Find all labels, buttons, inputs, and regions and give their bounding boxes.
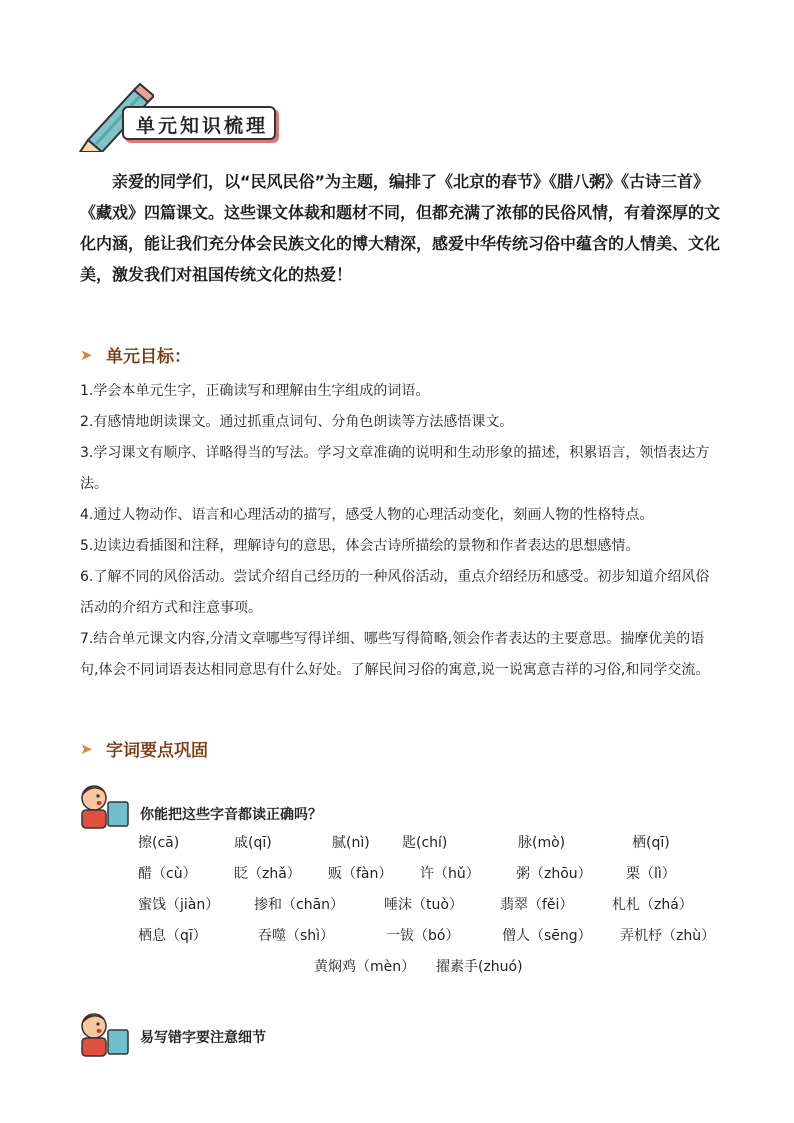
list-item: 4.通过人物动作、语言和心理活动的描写，感受人物的心理活动变化，刻画人物的性格特点。 [80, 507, 654, 523]
pinyin-row [138, 832, 738, 863]
vocab-heading-text: 字词要点巩固 [106, 741, 208, 761]
pinyin-item: 弄机杼（zhù） [620, 928, 716, 944]
list-item: 1.学会本单元生字，正确读写和理解由生字组成的词语。 [80, 383, 430, 399]
pinyin-item: 黄焖鸡（mèn） [314, 959, 416, 975]
pinyin-item: 擦(cā) [138, 835, 180, 851]
list-item: 6.了解不同的风俗活动。尝试介绍自己经历的一种风俗活动，重点介绍经历和感受。初步知道介绍风俗活动的介绍方式和注意事项。 [80, 569, 710, 616]
banner-title: 单元知识梳理 [136, 115, 269, 137]
pinyin-row [138, 956, 738, 987]
pinyin-item: 腻(nì) [332, 835, 370, 851]
list-item: 5.边读边看插图和注释，理解诗句的意思，体会古诗所描绘的景物和作者表达的思想感情。 [80, 538, 640, 554]
pinyin-item: 栖息（qī） [138, 928, 207, 944]
list-item: 7.结合单元课文内容,分清文章哪些写得详细、哪些写得简略,领会作者表达的主要意思。揣摩优美的语句,体会不同词语表达相同意思有什么好处。了解民间习俗的寓意,说一说寓意吉祥的习俗,和同学交流。 [80, 631, 710, 678]
list-item: 2.有感情地朗读课文。通过抓重点词句、分角色朗读等方法感悟课文。 [80, 414, 514, 430]
pinyin-item: 吞噬（shì） [258, 928, 335, 944]
pinyin-item: 贩（fàn） [328, 866, 393, 882]
pinyin-item: 僧人（sēng） [502, 928, 592, 944]
pinyin-item: 一钹（bó） [386, 928, 460, 944]
pinyin-row [138, 925, 738, 956]
child-reading-icon [74, 782, 134, 830]
goals-heading [80, 342, 191, 367]
intro-paragraph: 亲爱的同学们，以“民风民俗”为主题，编排了《北京的春节》《腊八粥》《古诗三首》《藏戏》四篇课文。这些课文体裁和题材不同，但都充满了浓郁的民俗风情，有着深厚的文化内涵，能让我们充分体会民族文化的博大精深，感爱中华传统习俗中蕴含的人情美、文化美，激发我们对祖国传统文化的热爱！ [80, 172, 721, 284]
pinyin-item: 掺和（chān） [254, 897, 345, 913]
pinyin-item: 擢素手(zhuó) [436, 959, 523, 975]
pinyin-item: 眨（zhǎ） [234, 866, 301, 882]
pinyin-item: 醋（cù） [138, 866, 197, 882]
pinyin-item: 札札（zhá） [612, 897, 693, 913]
child-reading-icon [74, 1010, 134, 1058]
pinyin-item: 戚(qī) [234, 835, 272, 851]
pinyin-item: 脉(mò) [518, 835, 566, 851]
vocab-heading [80, 736, 208, 761]
chevron-right-icon: ➤ [80, 739, 93, 758]
list-item: 3.学习课文有顺序、详略得当的写法。学习文章准确的说明和生动形象的描述，积累语言，领悟表达方法。 [80, 445, 710, 492]
pinyin-item: 匙(chí) [402, 835, 448, 851]
pinyin-grid [138, 832, 738, 987]
pinyin-item: 栖(qī) [632, 835, 670, 851]
pinyin-row [138, 894, 738, 925]
read-caption: 你能把这些字音都读正确吗？ [140, 807, 322, 823]
pinyin-item: 蜜饯（jiàn） [138, 897, 220, 913]
pinyin-row [138, 863, 738, 894]
pinyin-item: 粥（zhōu） [516, 866, 592, 882]
section-banner [74, 82, 284, 148]
goals-heading-text: 单元目标： [106, 347, 191, 367]
pinyin-item: 许（hǔ） [420, 866, 480, 882]
chevron-right-icon: ➤ [80, 345, 93, 364]
write-caption: 易写错字要注意细节 [140, 1030, 266, 1046]
pinyin-item: 翡翠（fěi） [500, 897, 574, 913]
pinyin-item: 栗（lì） [626, 866, 676, 882]
goals-list [80, 376, 720, 686]
pinyin-item: 唾沫（tuò） [384, 897, 463, 913]
